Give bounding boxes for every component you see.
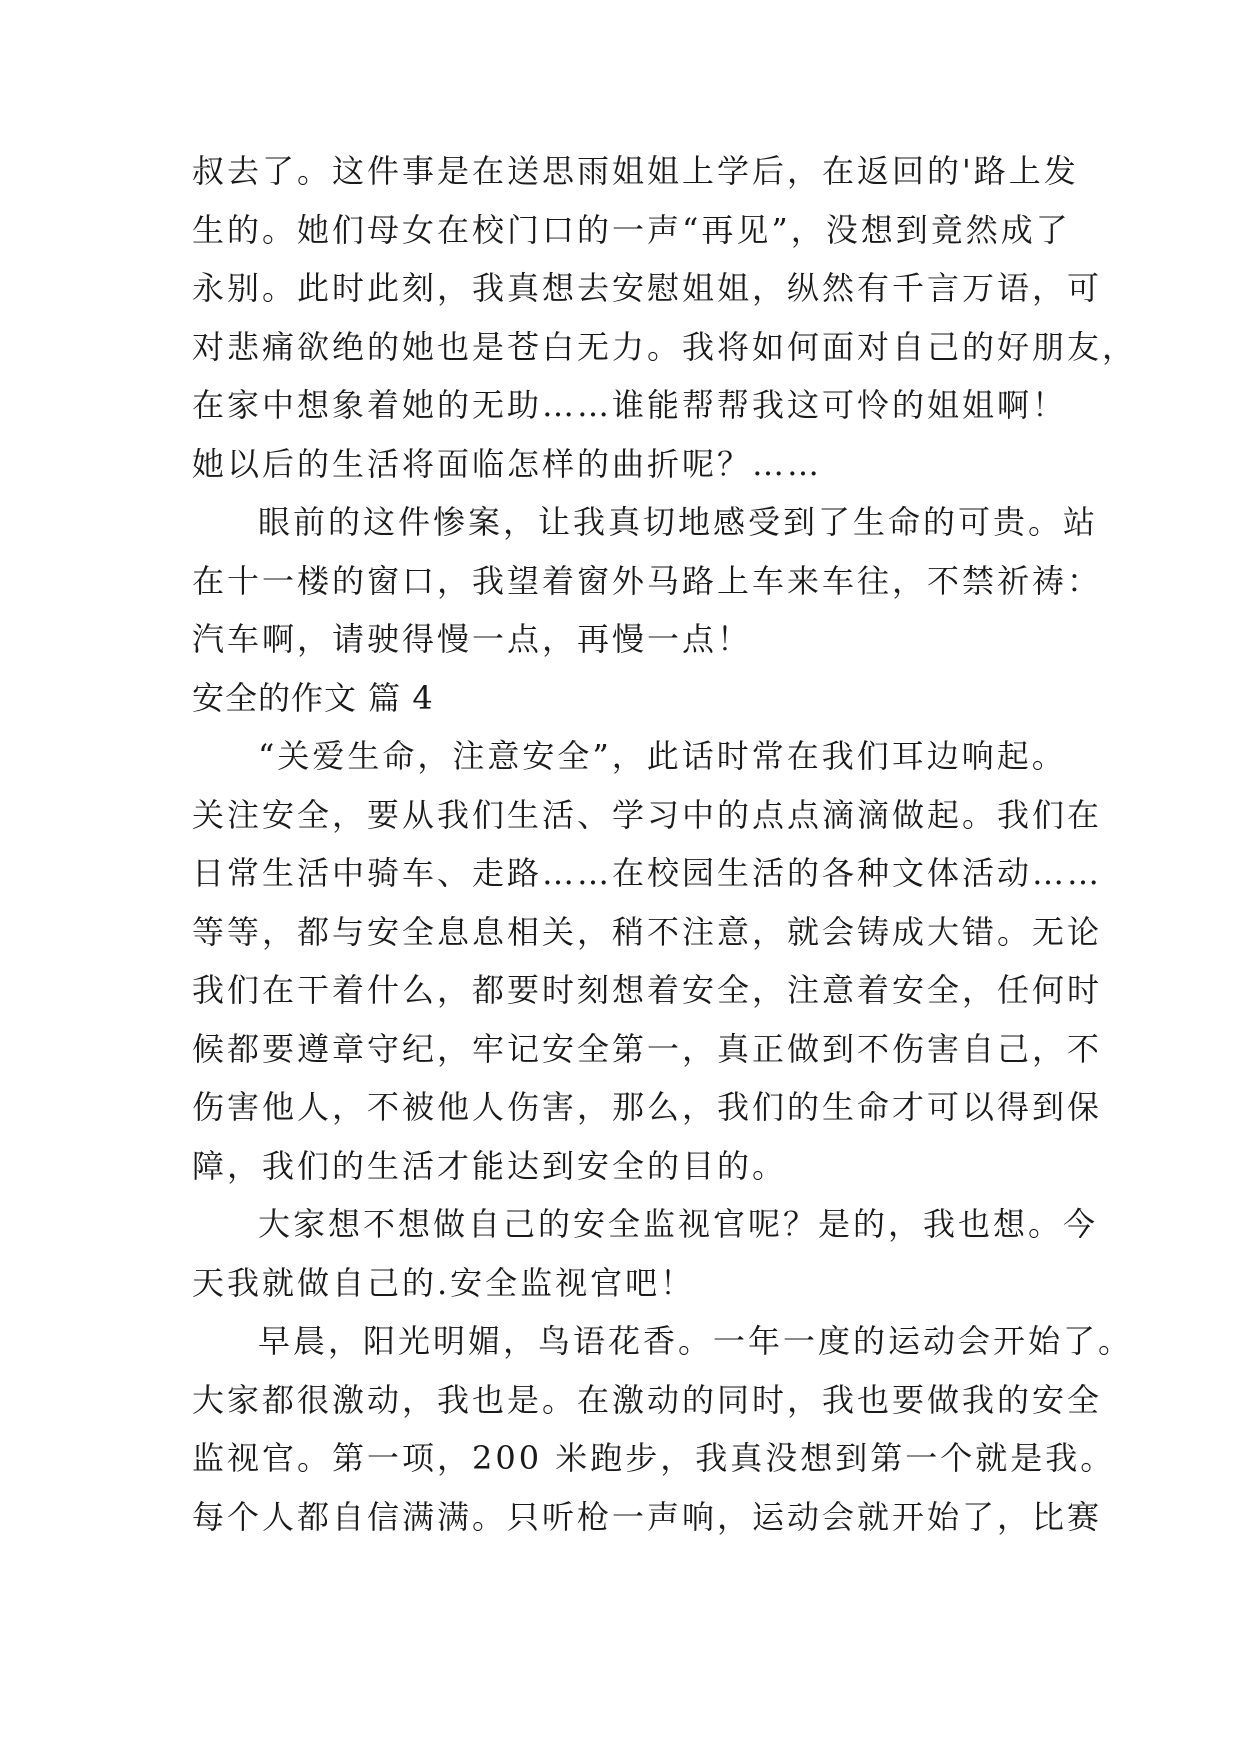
text-line: 早晨，阳光明媚，鸟语花香。一年一度的运动会开始了。 [258, 1322, 1134, 1360]
paragraph-1 [192, 142, 1138, 493]
text-line: 大家都很激动，我也是。在激动的同时，我也要做我的安全 [192, 1380, 1103, 1419]
text-line: 叔去了。这件事是在送思雨姐姐上学后，在返回的'路上发 [192, 152, 1079, 190]
document-body [192, 142, 1138, 1546]
text-line: 生的。她们母女在校门口的一声“再见”，没想到竟然成了 [192, 210, 1071, 249]
text-line: 伤害他人，不被他人伤害，那么，我们的生命才可以得到保 [192, 1088, 1103, 1126]
text-line: 在家中想象着她的无助……谁能帮帮我这可怜的姐姐啊！ [192, 386, 1068, 424]
text-line: 我们在干着什么，都要时刻想着安全，注意着安全，任何时 [192, 971, 1103, 1009]
text-line: “关爱生命，注意安全”，此话时常在我们耳边响起。 [258, 737, 1067, 775]
text-line: 候都要遵章守纪，牢记安全第一，真正做到不伤害自己，不 [192, 1029, 1103, 1068]
text-line: 天我就做自己的.安全监视官吧！ [192, 1263, 696, 1302]
paragraph-2 [192, 493, 1103, 669]
text-line: 眼前的这件惨案，让我真切地感受到了生命的可贵。站 [258, 503, 1099, 541]
section-heading: 安全的作文 篇 4 [192, 678, 434, 717]
text-line: 每个人都自信满满。只听枪一声响，运动会就开始了，比赛 [192, 1497, 1103, 1536]
text-line: 永别。此时此刻，我真想去安慰姐姐，纵然有千言万语，可 [192, 269, 1103, 307]
text-line: 对悲痛欲绝的她也是苍白无力。我将如何面对自己的好朋友， [192, 327, 1138, 366]
text-line: 障，我们的生活才能达到安全的目的。 [192, 1146, 788, 1185]
text-line: 在十一楼的窗口，我望着窗外马路上车来车往，不禁祈祷： [192, 561, 1103, 600]
text-line: 日常生活中骑车、走路……在校园生活的各种文体活动…… [192, 854, 1103, 892]
text-line: 监视官。第一项，200 米跑步，我真没想到第一个就是我。 [192, 1439, 1116, 1477]
text-line: 等等，都与安全息息相关，稍不注意，就会铸成大错。无论 [192, 912, 1103, 951]
text-line: 大家想不想做自己的安全监视官呢？是的，我也想。今 [258, 1205, 1099, 1243]
text-line: 关注安全，要从我们生活、学习中的点点滴滴做起。我们在 [192, 795, 1103, 834]
paragraph-5 [192, 1312, 1134, 1546]
paragraph-4 [192, 1195, 1099, 1312]
text-line: 她以后的生活将面临怎样的曲折呢？…… [192, 444, 823, 483]
paragraph-3 [192, 727, 1103, 1195]
text-line: 汽车啊，请驶得慢一点，再慢一点！ [192, 620, 753, 658]
